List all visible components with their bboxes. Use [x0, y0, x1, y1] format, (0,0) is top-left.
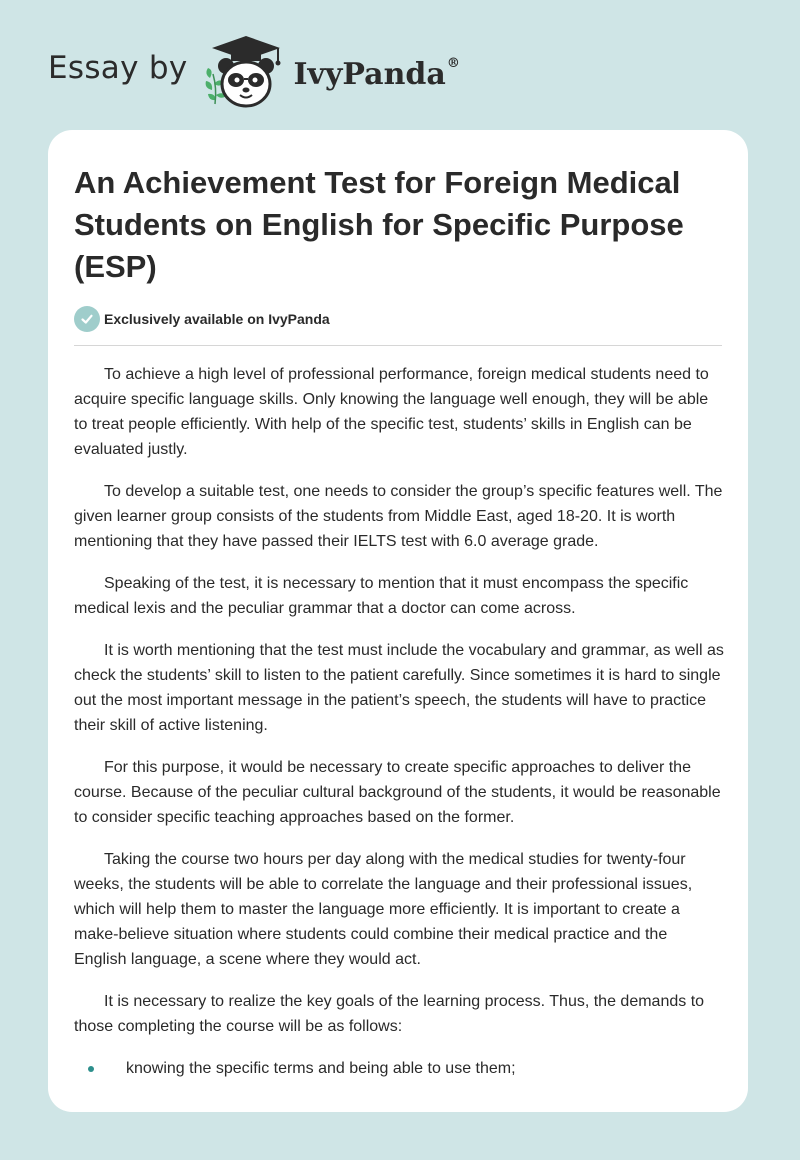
paragraph: To achieve a high level of professional performance, foreign medical students need to acquire specific language skills. Only knowing the language well enough, they will be able to treat people efficiently. With help of the specific test, students’ skills in English can be evaluated justly.: [74, 366, 709, 458]
panda-graduate-icon[interactable]: [200, 34, 292, 110]
paragraph: To develop a suitable test, one needs to consider the group’s specific features well. The given learner group consists of the students from Middle East, aged 18-20. It is worth mentioning that they have passed their IELTS test with 6.0 average grade.: [74, 483, 723, 550]
paragraph: Speaking of the test, it is necessary to mention that it must encompass the specific medical lexis and the peculiar grammar that a doctor can come across.: [74, 575, 689, 617]
paragraph: For this purpose, it would be necessary to create specific approaches to deliver the course. Because of the peculiar cultural background of the students, it would be reasonable to consider specific teaching approaches based on the former.: [74, 759, 721, 826]
check-icon: [74, 306, 100, 332]
paragraph: Taking the course two hours per day along with the medical studies for twenty-four weeks, the students will be able to correlate the language and their professional issues, which will help them to master the language more efficiently. It is important to create a make-believe situation where students could combine their medical practice and the English language, a scene where they would act.: [74, 851, 693, 968]
site-header: [48, 34, 460, 110]
paragraph: It is necessary to realize the key goals of the learning process. Thus, the demands to those completing the course will be as follows:: [74, 993, 705, 1035]
bullet-dot-icon: [88, 1066, 94, 1072]
essay-card: [48, 130, 748, 1112]
list-item: [74, 1056, 724, 1081]
paragraph: It is worth mentioning that the test must include the vocabulary and grammar, as well as check the students’ skill to listen to the patient carefully. Since sometimes it is hard to single out the most important message in the patient’s speech, the students will have to practice their skill of active listening.: [74, 642, 724, 734]
brand-logo-text[interactable]: IvyPanda®: [293, 55, 460, 92]
essay-by-label: Essay by: [48, 50, 188, 86]
essay-body: [74, 362, 724, 1081]
exclusive-badge-label: Exclusively available on IvyPanda: [104, 311, 330, 327]
essay-title: An Achievement Test for Foreign Medical Students on English for Specific Purpose (ESP): [74, 165, 684, 284]
registered-mark: ®: [446, 55, 460, 71]
list-item-text: knowing the specific terms and being able to use them;: [126, 1060, 516, 1077]
exclusive-badge: [74, 306, 330, 332]
divider: [74, 345, 722, 346]
